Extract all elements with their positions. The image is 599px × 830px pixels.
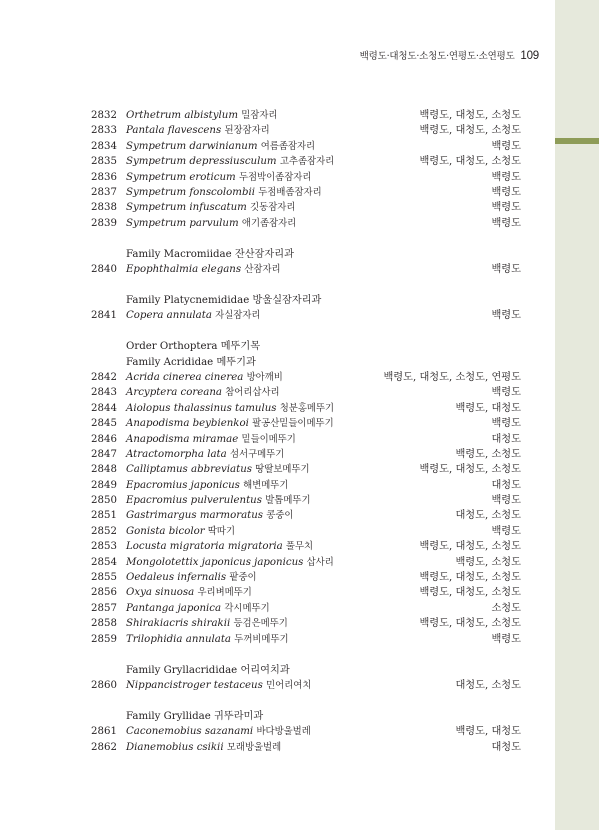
- species-row: [91, 570, 521, 585]
- scientific-name: Arcyptera coreana: [126, 387, 222, 399]
- species-name: [126, 401, 334, 416]
- korean-name: 청분홍메뚜기: [279, 402, 335, 414]
- species-number: 2838: [91, 202, 117, 214]
- distribution-islands: 대청도: [491, 741, 521, 753]
- korean-name: 애기좀잠자리: [241, 217, 297, 229]
- korean-name: 밀잠자리: [241, 110, 278, 121]
- scientific-name: Oxya sinuosa: [126, 587, 195, 599]
- korean-name: 콩중이: [266, 510, 294, 522]
- taxon-heading: Family Gryllacrididae 어리여치과: [126, 664, 290, 676]
- distribution-islands: 백령도, 대청도, 소청도: [419, 464, 521, 476]
- korean-name: 고추좀잠자리: [279, 156, 335, 168]
- species-row: [91, 216, 521, 231]
- species-name: [126, 154, 334, 169]
- species-row: [91, 478, 521, 493]
- species-name: [126, 262, 281, 277]
- species-row: [91, 616, 521, 631]
- species-name: [126, 308, 260, 323]
- species-name: [126, 416, 334, 431]
- scientific-name: Copera annulata: [126, 310, 212, 322]
- distribution-islands: 백령도: [491, 387, 521, 399]
- species-number: 2858: [91, 618, 117, 630]
- species-name: [126, 601, 270, 616]
- korean-name: 팥중이: [229, 572, 257, 584]
- korean-name: 자실잠자리: [215, 310, 261, 322]
- korean-name: 해변메뚜기: [243, 479, 289, 491]
- section-gap: [91, 647, 521, 663]
- korean-name: 풀무치: [285, 541, 314, 553]
- distribution-islands: 백령도, 소청도: [455, 448, 521, 460]
- korean-name: 두점박이좀잠자리: [238, 171, 312, 183]
- distribution-islands: 백령도, 대청도, 소청도, 연평도: [383, 371, 521, 383]
- korean-name: 땅딸보메뚜기: [255, 464, 310, 476]
- korean-name: 민어리여치: [266, 679, 312, 691]
- species-name: [126, 370, 283, 385]
- species-row: [91, 123, 521, 138]
- distribution-islands: 소청도: [491, 602, 521, 614]
- distribution-islands: 백령도: [491, 418, 521, 430]
- species-name: [126, 740, 281, 755]
- species-number: 2832: [91, 110, 117, 121]
- species-name: [126, 108, 277, 123]
- species-row: [91, 724, 521, 739]
- species-number: 2841: [91, 310, 117, 322]
- korean-name: 두꺼비메뚜기: [234, 633, 289, 645]
- species-row: [91, 508, 521, 523]
- section-gap: [91, 693, 521, 709]
- species-number: 2856: [91, 587, 117, 599]
- distribution-islands: 백령도: [491, 217, 521, 229]
- species-number: 2860: [91, 679, 117, 691]
- scientific-name: Sympetrum darwinianum: [126, 140, 258, 152]
- species-name: [126, 724, 311, 739]
- species-row: [91, 601, 521, 616]
- species-row: [91, 262, 521, 277]
- page-number: 109: [520, 50, 539, 62]
- distribution-islands: 백령도: [491, 171, 521, 183]
- korean-name: 방아깨비: [246, 371, 283, 383]
- species-row: [91, 678, 521, 693]
- korean-name: 밑들이메뚜기: [241, 433, 296, 445]
- scientific-name: Pantanga japonica: [126, 602, 222, 614]
- distribution-islands: 대청도: [491, 479, 521, 491]
- species-name: [126, 508, 293, 523]
- korean-name: 깃동잠자리: [250, 202, 296, 214]
- species-row: [91, 632, 521, 647]
- species-number: 2852: [91, 525, 117, 537]
- species-name: [126, 570, 257, 585]
- distribution-islands: 백령도, 대청도, 소청도: [419, 541, 521, 553]
- distribution-islands: 백령도, 대청도, 소청도: [419, 125, 521, 137]
- species-number: 2859: [91, 633, 117, 645]
- species-number: 2836: [91, 171, 117, 183]
- species-number: 2840: [91, 264, 117, 276]
- species-name: [126, 185, 322, 200]
- distribution-islands: 백령도: [491, 310, 521, 322]
- korean-name: 바다방울벌레: [256, 726, 311, 738]
- species-row: [91, 170, 521, 185]
- species-name: [126, 385, 280, 400]
- species-row: [91, 370, 521, 385]
- scientific-name: Nippancistroger testaceus: [126, 679, 263, 691]
- species-name: [126, 200, 295, 215]
- scientific-name: Sympetrum parvulum: [126, 217, 239, 229]
- species-number: 2855: [91, 572, 117, 584]
- species-number: 2847: [91, 448, 117, 460]
- species-name: [126, 170, 311, 185]
- distribution-islands: 백령도: [491, 186, 521, 198]
- scientific-name: Gonista bicolor: [126, 525, 205, 537]
- taxon-heading: Family Platycnemididae 방울실잠자리과: [126, 294, 322, 306]
- scientific-name: Sympetrum depressiusculum: [126, 156, 277, 168]
- section-gap: [91, 324, 521, 340]
- distribution-islands: 백령도, 대청도, 소청도: [419, 110, 521, 121]
- distribution-islands: 백령도: [491, 140, 521, 152]
- species-name: [126, 139, 315, 154]
- scientific-name: Locusta migratoria migratoria: [126, 541, 283, 553]
- species-name: [126, 216, 296, 231]
- species-number: 2846: [91, 433, 117, 445]
- scientific-name: Caconemobius sazanami: [126, 726, 254, 738]
- korean-name: 팔공산밑들이메뚜기: [252, 418, 334, 430]
- distribution-islands: 백령도: [491, 495, 521, 507]
- distribution-islands: 백령도, 대청도, 소청도: [419, 572, 521, 584]
- species-name: [126, 678, 311, 693]
- scientific-name: Orthetrum albistylum: [126, 110, 238, 121]
- species-number: 2839: [91, 217, 117, 229]
- distribution-islands: 대청도: [491, 433, 521, 445]
- scientific-name: Sympetrum eroticum: [126, 171, 236, 183]
- running-header: [360, 48, 539, 62]
- species-name: [126, 585, 252, 600]
- species-row: [91, 462, 521, 477]
- korean-name: 된장잠자리: [224, 125, 270, 137]
- species-row: [91, 401, 521, 416]
- distribution-islands: 백령도, 소청도: [455, 556, 521, 568]
- species-name: [126, 524, 235, 539]
- distribution-islands: 백령도: [491, 264, 521, 276]
- scientific-name: Epacromius japonicus: [126, 479, 240, 491]
- side-thumb-tab: [555, 0, 599, 830]
- running-header-title: 백령도·대청도·소청도·연평도·소연평도: [359, 51, 515, 62]
- species-number: 2853: [91, 541, 117, 553]
- scientific-name: Sympetrum fonscolombii: [126, 186, 255, 198]
- korean-name: 섬서구메뚜기: [229, 448, 285, 460]
- species-name: [126, 616, 288, 631]
- scientific-name: Acrida cinerea cinerea: [126, 371, 244, 383]
- taxon-heading: Family Gryllidae 귀뚜라미과: [126, 710, 264, 722]
- scientific-name: Aiolopus thalassinus tamulus: [126, 402, 277, 414]
- side-thumb-accent: [555, 138, 599, 144]
- species-row: [91, 154, 521, 169]
- scientific-name: Epophthalmia elegans: [126, 264, 242, 276]
- species-number: 2862: [91, 741, 117, 753]
- scientific-name: Sympetrum infuscatum: [126, 202, 247, 214]
- species-number: 2837: [91, 186, 117, 198]
- scientific-name: Mongolotettix japonicus japonicus: [126, 556, 304, 568]
- distribution-islands: 백령도, 대청도: [455, 726, 521, 738]
- species-name: [126, 462, 310, 477]
- species-number: 2833: [91, 125, 117, 137]
- korean-name: 딱따기: [207, 525, 236, 537]
- species-row: [91, 416, 521, 431]
- species-number: 2835: [91, 156, 117, 168]
- species-row: [91, 108, 521, 123]
- korean-name: 모래방울벌레: [226, 741, 282, 753]
- species-row: [91, 493, 521, 508]
- scientific-name: Calliptamus abbreviatus: [126, 464, 253, 476]
- korean-name: 삽사리: [306, 556, 334, 568]
- korean-name: 두점배좀잠자리: [258, 186, 322, 198]
- species-number: 2857: [91, 602, 117, 614]
- species-row: [91, 555, 521, 570]
- distribution-islands: 백령도: [491, 202, 521, 214]
- korean-name: 우리벼메뚜기: [197, 587, 252, 599]
- species-row: [91, 539, 521, 554]
- distribution-islands: 백령도, 대청도: [455, 402, 521, 414]
- taxon-heading: Family Macromiidae 잔산잠자리과: [126, 248, 294, 260]
- species-name: [126, 539, 313, 554]
- species-row: [91, 308, 521, 323]
- species-row: [91, 432, 521, 447]
- korean-name: 등검은메뚜기: [233, 618, 288, 630]
- korean-name: 산잠자리: [244, 264, 281, 276]
- korean-name: 각시메뚜기: [224, 602, 270, 614]
- scientific-name: Oedaleus infernalis: [126, 572, 227, 584]
- species-row: [91, 447, 521, 462]
- scientific-name: Trilophidia annulata: [126, 633, 232, 645]
- species-number: 2850: [91, 495, 117, 507]
- distribution-islands: 대청도, 소청도: [455, 679, 521, 691]
- scientific-name: Epacromius pulverulentus: [126, 495, 262, 507]
- scientific-name: Pantala flavescens: [126, 125, 222, 137]
- species-number: 2834: [91, 140, 117, 152]
- species-number: 2851: [91, 510, 117, 522]
- species-number: 2844: [91, 402, 117, 414]
- korean-name: 발톱메뚜기: [265, 495, 311, 507]
- species-name: [126, 555, 334, 570]
- species-name: [126, 478, 288, 493]
- distribution-islands: 대청도, 소청도: [455, 510, 521, 522]
- scientific-name: Anapodisma beybienkoi: [126, 418, 249, 430]
- distribution-islands: 백령도, 대청도, 소청도: [419, 587, 521, 599]
- species-name: [126, 123, 270, 138]
- species-name: [126, 447, 284, 462]
- korean-name: 여름좀잠자리: [260, 140, 316, 152]
- species-row: [91, 524, 521, 539]
- taxon-heading: Family Acrididae 메뚜기과: [126, 356, 256, 368]
- species-number: 2861: [91, 726, 117, 738]
- species-number: 2848: [91, 464, 117, 476]
- species-row: [91, 740, 521, 755]
- species-number: 2845: [91, 418, 117, 430]
- section-gap: [91, 231, 521, 247]
- species-number: 2843: [91, 387, 117, 399]
- species-name: [126, 493, 311, 508]
- species-row: [91, 185, 521, 200]
- species-list: [91, 108, 521, 755]
- scientific-name: Anapodisma miramae: [126, 433, 239, 445]
- scientific-name: Gastrimargus marmoratus: [126, 510, 264, 522]
- section-gap: [91, 277, 521, 293]
- species-row: [91, 200, 521, 215]
- distribution-islands: 백령도: [491, 525, 521, 537]
- scientific-name: Dianemobius csikii: [126, 741, 224, 753]
- species-number: 2849: [91, 479, 117, 491]
- species-name: [126, 632, 289, 647]
- taxon-heading: Order Orthoptera 메뚜기목: [126, 341, 261, 353]
- scientific-name: Shirakiacris shirakii: [126, 618, 231, 630]
- distribution-islands: 백령도, 대청도, 소청도: [419, 618, 521, 630]
- distribution-islands: 백령도, 대청도, 소청도: [419, 156, 521, 168]
- korean-name: 참어리삽사리: [225, 387, 280, 399]
- species-number: 2842: [91, 371, 117, 383]
- species-row: [91, 585, 521, 600]
- distribution-islands: 백령도: [491, 633, 521, 645]
- species-number: 2854: [91, 556, 117, 568]
- species-row: [91, 139, 521, 154]
- species-row: [91, 385, 521, 400]
- scientific-name: Atractomorpha lata: [126, 448, 227, 460]
- species-name: [126, 432, 296, 447]
